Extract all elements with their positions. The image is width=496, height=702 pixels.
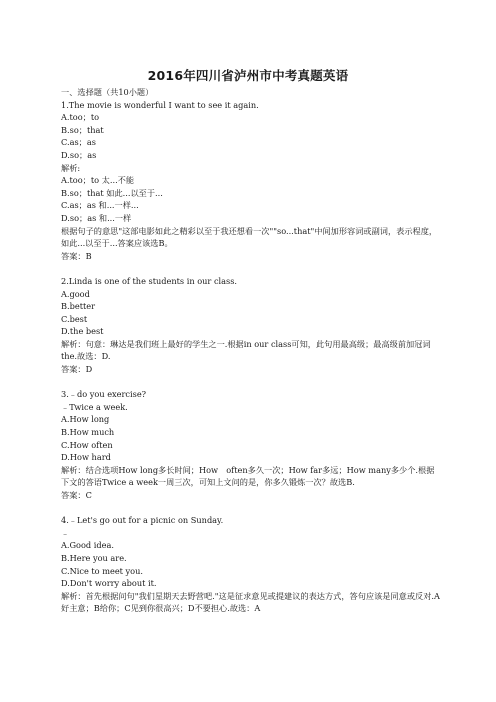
option: D.Don't worry about it. <box>61 578 157 589</box>
option: D.How hard <box>61 452 111 463</box>
option: A.How long <box>61 414 110 425</box>
section-heading: 一、选择题（共10小题） <box>61 87 154 97</box>
dialogue-line: ﹣Twice a week. <box>61 401 128 412</box>
option: D.so；as <box>61 149 97 160</box>
explanation: 解析：首先根据问句"我们星期天去野营吧."这是征求意见或提建议的表达方式，答句应该是同意或反对.A好主意；B给你；C见到你很高兴；D不要担心.故选：A <box>61 590 440 614</box>
question-4 <box>61 514 441 615</box>
answer: 答案：B <box>61 250 92 261</box>
question-stem: 4.﹣Let's go out for a picnic on Sunday. <box>61 515 224 526</box>
option: C.How often <box>61 439 113 450</box>
analysis-line: B.so；that 如此...以至于... <box>61 187 163 198</box>
document-title: 2016年四川省泸州市中考真题英语 <box>147 68 349 83</box>
spacer <box>61 262 441 275</box>
option: B.Here you are. <box>61 552 127 563</box>
spacer <box>61 502 441 515</box>
spacer <box>61 376 441 389</box>
option: C.Nice to meet you. <box>61 565 143 576</box>
explanation: 根据句子的意思"这部电影如此之精彩以至于我还想看一次""so...that"中间加形容词或副词，表示程度，如此...以至于...答案应该选B。 <box>61 225 438 249</box>
question-1 <box>61 99 441 263</box>
option: A.too；to <box>61 112 100 123</box>
explanation: 解析：句意：琳达是我们班上最好的学生之一.根据in our class可知，此句用最高级；最高级前加冠词the.故选：D. <box>61 338 431 362</box>
question-stem: 1.The movie is wonderful I want to see it again. <box>61 99 259 110</box>
question-stem: 2.Linda is one of the students in our class. <box>61 275 238 286</box>
explanation: 解析：结合选项How long多长时间；How often多久一次；How far多远；How many多少个.根据下文的答语Twice a week一周三次，可知上文问的是，你多久锻炼一次？故选B. <box>61 464 435 488</box>
analysis-line: D.so；as 和...一样 <box>61 212 132 223</box>
option: B.so；that <box>61 124 104 135</box>
option: D.the best <box>61 326 104 337</box>
answer: 答案：C <box>61 490 92 500</box>
question-2 <box>61 275 441 376</box>
analysis-line: C.as；as 和...一样... <box>61 200 139 211</box>
option: C.best <box>61 313 88 324</box>
option: C.as；as <box>61 137 96 148</box>
option: B.How much <box>61 427 115 438</box>
question-3 <box>61 388 441 501</box>
analysis-line: A.too；to 太...不能 <box>61 175 135 186</box>
option: A.Good idea. <box>61 540 114 551</box>
answer: 答案：D <box>61 364 93 375</box>
document-body <box>61 86 441 615</box>
dialogue-line: ﹣ <box>61 527 70 538</box>
option: B.better <box>61 301 96 312</box>
option: A.good <box>61 288 90 299</box>
question-stem: 3.﹣do you exercise? <box>61 389 147 400</box>
analysis-line: 解析: <box>61 162 81 173</box>
